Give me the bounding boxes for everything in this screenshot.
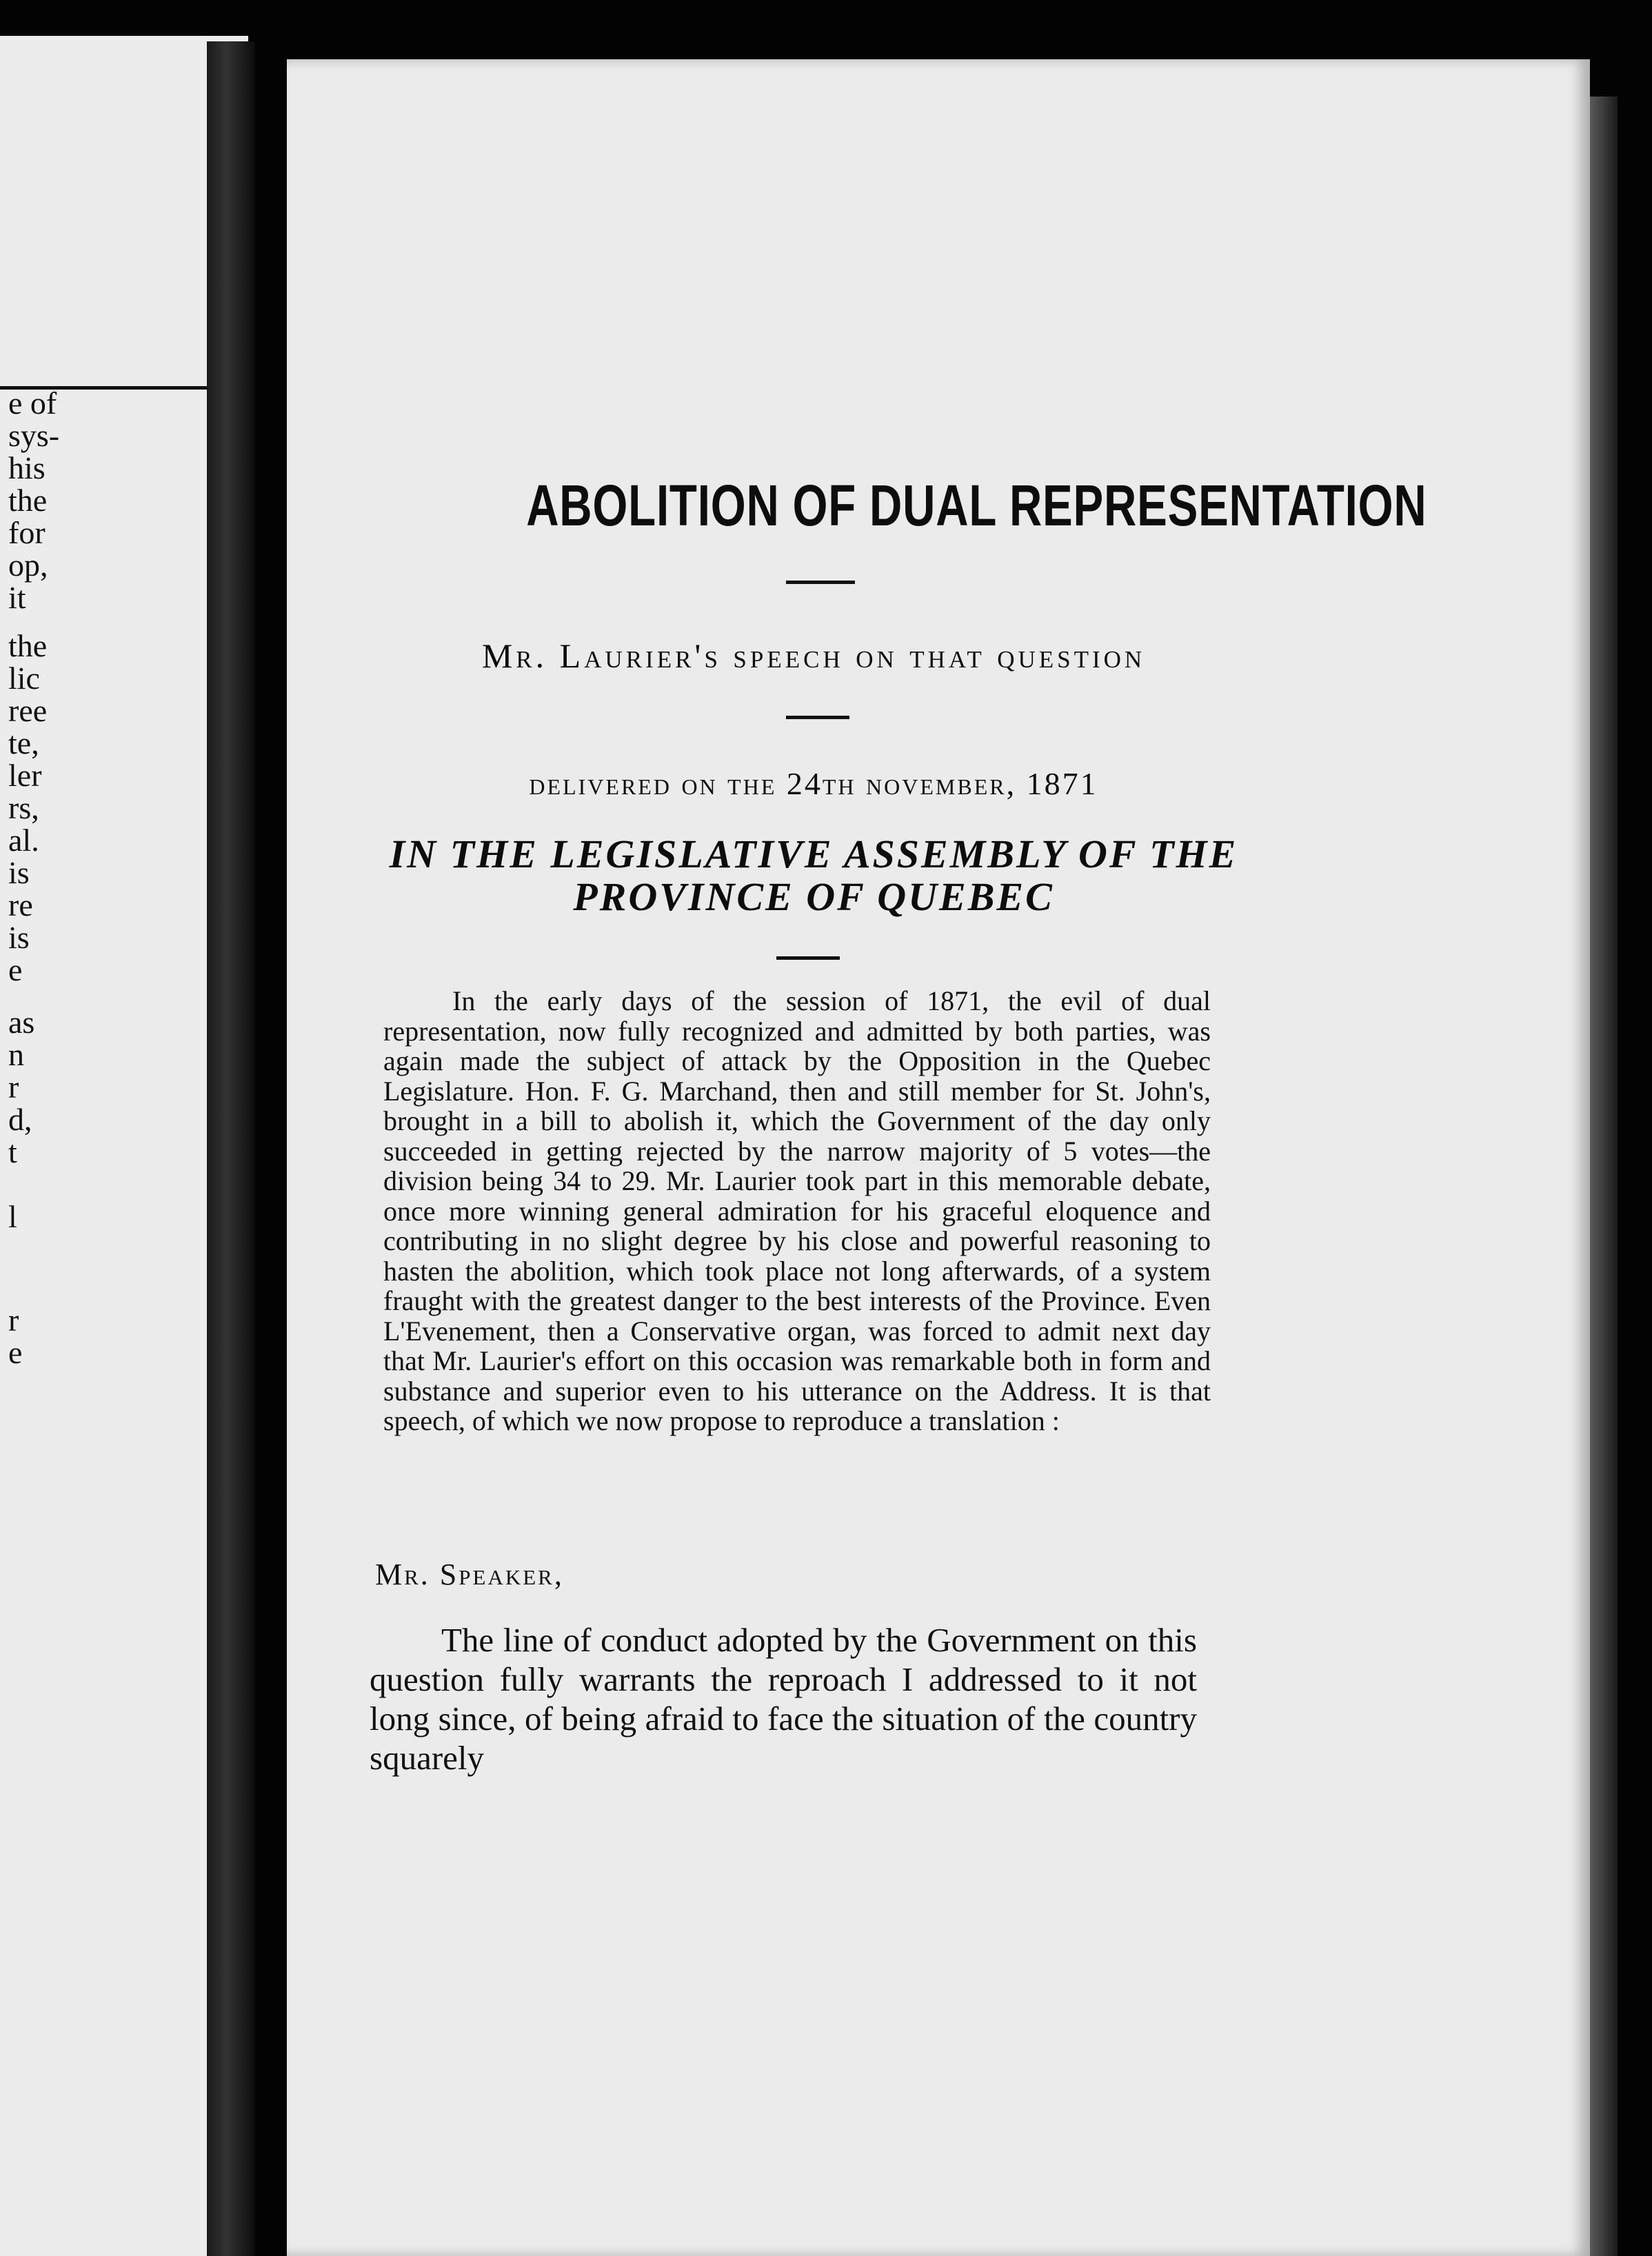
- document-subtitle: Mr. Laurier's speech on that question: [481, 636, 1146, 675]
- book-spine-shadow: [207, 41, 255, 2256]
- left-page-fragment: al.: [8, 823, 39, 858]
- page-edge-shadow: [1590, 97, 1618, 2256]
- speech-salutation: Mr. Speaker,: [375, 1558, 564, 1591]
- left-page-fragment: r: [8, 1302, 19, 1338]
- left-page-fragment: t: [8, 1134, 17, 1169]
- left-page-fragment: the: [8, 628, 48, 663]
- speech-text-block: [370, 1620, 1197, 1777]
- left-page-fragment: te,: [8, 725, 39, 761]
- left-page-fragment: as: [8, 1005, 35, 1040]
- left-page-fragment: ree: [8, 693, 48, 728]
- left-page-fragment: rs,: [8, 790, 39, 825]
- left-page-fragment: n: [8, 1037, 24, 1072]
- delivery-date-line: delivered on the 24th november, 1871: [529, 766, 1098, 801]
- speech-paragraph: The line of conduct adopted by the Government on this question fully warrants the reproach I addressed to it not long since, of being afraid to face the situation of the country squarely: [370, 1621, 1197, 1777]
- left-page-fragment: is: [8, 920, 30, 955]
- heading-rule: [776, 956, 840, 960]
- title-rule: [786, 581, 855, 584]
- intro-paragraph: In the early days of the session of 1871, the evil of dual representation, now fully recognized and admitted by both parties, was again made the subject of attack by the Opposition in the Quebec Legislature. Hon. F. G. Marchand, then and still member for St. John's, brought in a bill to abolish it, which the Government of the day only succeeded in getting rejected by the narrow majority of 5 votes—the division being 34 to 29. Mr. Laurier took part in this memorable debate, once more winning general admiration for his graceful eloquence and contributing in no slight degree by his close and powerful reasoning to hasten the abolition, which took place not long afterwards, of a system fraught with the greatest danger to the best interests of the Province. Even L'Evenement, then a Conservative organ, was forced to admit next day that Mr. Laurier's effort on this occasion was remarkable both in form and substance and superior even to his utterance on the Address. It is that speech, of which we now propose to reproduce a translation :: [383, 985, 1211, 1436]
- left-page-fragment: it: [8, 580, 26, 615]
- left-page-fragment: d,: [8, 1102, 32, 1137]
- left-page-fragment: lic: [8, 661, 40, 696]
- left-page-fragment: re: [8, 887, 33, 923]
- document-title: ABOLITION OF DUAL REPRESENTATION: [526, 473, 1427, 538]
- left-page-fragment: his: [8, 450, 46, 485]
- left-page-fragment: for: [8, 515, 46, 550]
- left-page-fragment: sys-: [8, 418, 60, 453]
- left-page-fragment: the: [8, 483, 48, 518]
- left-page-fragment: r: [8, 1069, 19, 1105]
- subtitle-rule: [786, 716, 849, 719]
- intro-paragraph-block: [383, 986, 1211, 1436]
- left-page-fragment: e: [8, 952, 23, 987]
- left-page-fragment: is: [8, 855, 30, 890]
- assembly-heading-line: IN THE LEGISLATIVE ASSEMBLY OF THE: [389, 832, 1238, 876]
- assembly-heading: [386, 833, 1241, 918]
- left-page-fragment: ler: [8, 758, 42, 793]
- left-page-fragment: e of: [8, 385, 57, 421]
- left-page-fragment: l: [8, 1199, 17, 1234]
- left-page-fragment: e: [8, 1335, 23, 1370]
- left-page-fragment: op,: [8, 547, 48, 583]
- assembly-heading-line: PROVINCE OF QUEBEC: [573, 874, 1054, 919]
